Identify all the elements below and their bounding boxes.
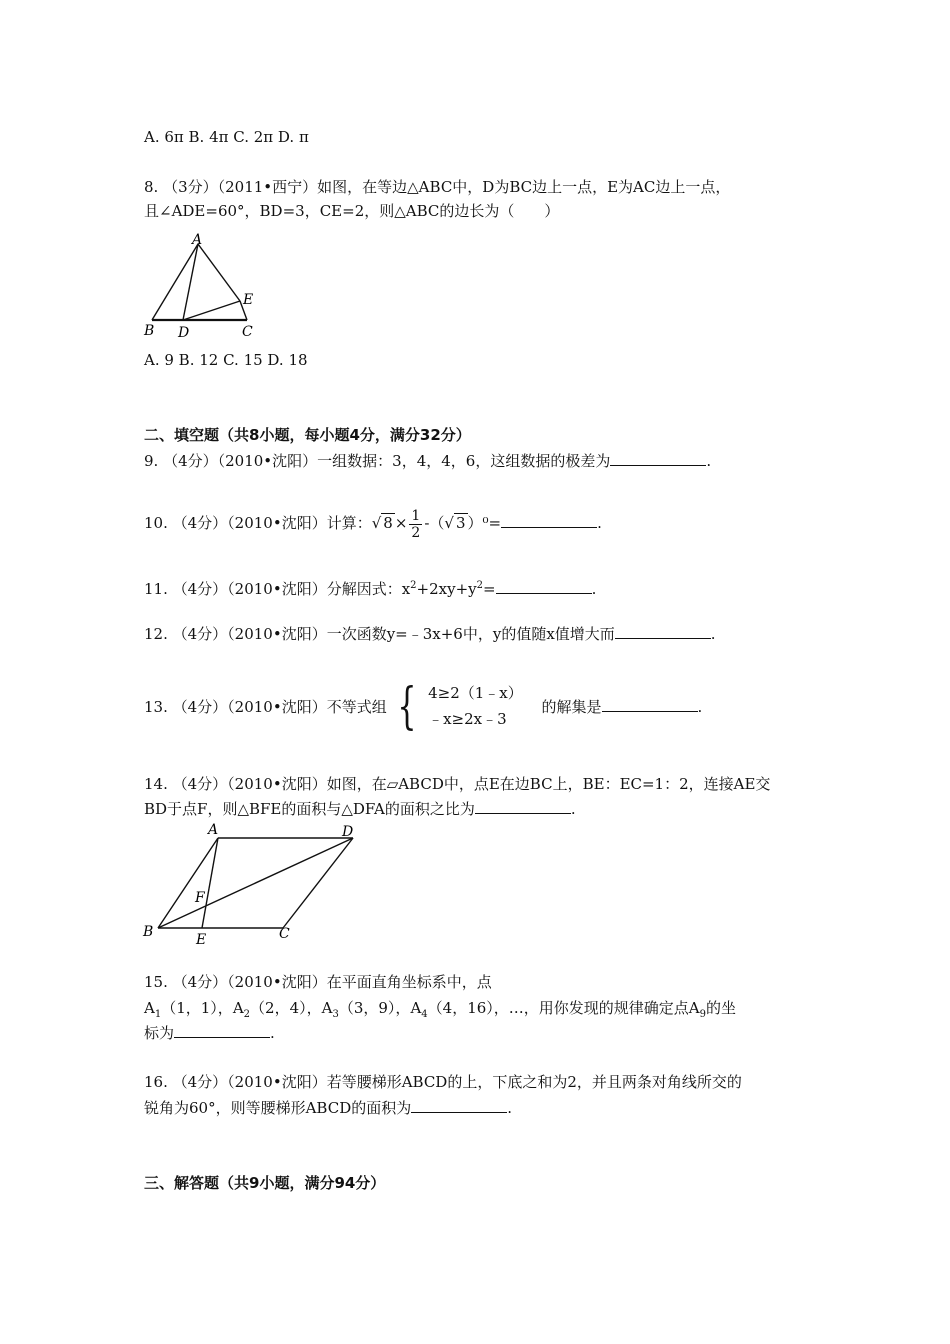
q14-label-a: A <box>208 822 219 838</box>
section2-title: 二、填空题（共8小题，每小题4分，满分32分） <box>144 426 471 444</box>
q14-label-c: C <box>279 926 290 942</box>
q8-edge-ae <box>198 244 240 301</box>
q10-times: × <box>394 514 408 532</box>
q8-label-a: A <box>192 232 203 248</box>
section3-title: 三、解答题（共9小题，满分94分） <box>144 1174 386 1192</box>
q11-eq: = <box>483 580 496 598</box>
q10-end: . <box>597 514 602 532</box>
q11-end: . <box>591 580 597 598</box>
q9 <box>144 450 711 472</box>
q8-segment-de <box>183 301 240 320</box>
q13-tail: 的解集是 . <box>541 697 703 716</box>
q10-tail: ）⁰= <box>467 514 502 532</box>
q8-label-d: D <box>178 325 190 340</box>
q15-line3: 标为 . <box>144 1024 275 1042</box>
q10-fraction: $\frac{1}{2}$ <box>411 507 421 541</box>
q10-sqrt-8: √ 8 <box>371 514 393 532</box>
q12-text: 12. （4分）（2010•沈阳）一次函数y=﹣3x+6中，y的值随x值增大而 <box>144 625 615 643</box>
q14-end: . <box>570 800 576 818</box>
q9-end: . <box>706 452 712 470</box>
q14-line1: 14. （4分）（2010•沈阳）如图，在▱ABCD中，点E在边BC上，BE：EC=1：2，连接AE交 <box>144 775 771 793</box>
q10-answer-blank[interactable] <box>501 512 597 528</box>
q15-answer-blank[interactable] <box>174 1022 270 1038</box>
q10 <box>144 506 602 541</box>
q14-label-f: F <box>195 890 205 906</box>
q13-system <box>428 680 523 732</box>
q8-triangle-figure <box>140 232 265 340</box>
q12-answer-blank[interactable] <box>615 623 711 639</box>
q14-label-d: D <box>342 824 354 840</box>
q8-line2: 且∠ADE=60°，BD=3，CE=2，则△ABC的边长为（ ） <box>144 202 560 220</box>
q14-edge-dc <box>283 838 353 928</box>
q11 <box>144 575 596 600</box>
q15-line1: 15. （4分）（2010•沈阳）在平面直角坐标系中，点 <box>144 973 492 991</box>
q9-text: 9. （4分）（2010•沈阳）一组数据：3，4，4，6，这组数据的极差为 <box>144 452 611 470</box>
q13-answer-blank[interactable] <box>602 696 698 712</box>
q14-label-b: B <box>143 924 154 940</box>
q7-options: A. 6π B. 4π C. 2π D. π <box>144 128 309 146</box>
q16-answer-blank[interactable] <box>411 1097 507 1113</box>
q16-line2: 锐角为60°，则等腰梯形ABCD的面积为 . <box>144 1099 513 1117</box>
q16-line1: 16. （4分）（2010•沈阳）若等腰梯形ABCD的上，下底之和为2，并且两条对角线所交的 <box>144 1073 742 1091</box>
q11-mid: +2xy+y <box>416 580 477 598</box>
q10-prefix: 10. （4分）（2010•沈阳）计算： <box>144 514 372 532</box>
q11-sup2: 2 <box>476 580 483 591</box>
q13-prefix: 13. （4分）（2010•沈阳）不等式组 <box>144 697 387 716</box>
q8-label-c: C <box>242 324 253 340</box>
q14-answer-blank[interactable] <box>475 798 571 814</box>
q13-ineq1: 4≥2（1﹣x） <box>428 684 523 702</box>
q14-line2 <box>144 798 576 820</box>
q10-sqrt-3: √ 3 <box>444 514 466 532</box>
q14-parallelogram-figure <box>140 818 365 946</box>
q14-label-e: E <box>196 932 207 946</box>
q11-sup1: 2 <box>410 580 417 591</box>
q8-options: A. 9 B. 12 C. 15 D. 18 <box>144 351 308 369</box>
q14-segment-ae <box>202 838 218 928</box>
q8-label-b: B <box>144 323 155 339</box>
q12 <box>144 623 716 645</box>
q13-brace-icon: { <box>397 677 417 735</box>
q14-line2-text: BD于点F，则△BFE的面积与△DFA的面积之比为 <box>144 800 475 818</box>
q15-line2: $A_1(1$，1），$A_2(2$，4），$A_3(3$，9），$A_4(4$，16），…，用你发现的规律确定点$A_9$的坐 <box>144 999 737 1020</box>
q9-answer-blank[interactable] <box>610 450 706 466</box>
q11-prefix: 11. （4分）（2010•沈阳）分解因式：x <box>144 580 411 598</box>
q13 <box>144 677 703 736</box>
q13-ineq2: ﹣x≥2x﹣3 <box>428 710 507 728</box>
q10-minus: -（ <box>424 514 445 532</box>
q11-answer-blank[interactable] <box>496 578 592 594</box>
q12-end: . <box>710 625 716 643</box>
q8-label-e: E <box>243 292 254 308</box>
q8-line1: 8. （3分）（2011•西宁）如图，在等边△ABC中，D为BC边上一点，E为AC边上一点， <box>144 178 731 196</box>
